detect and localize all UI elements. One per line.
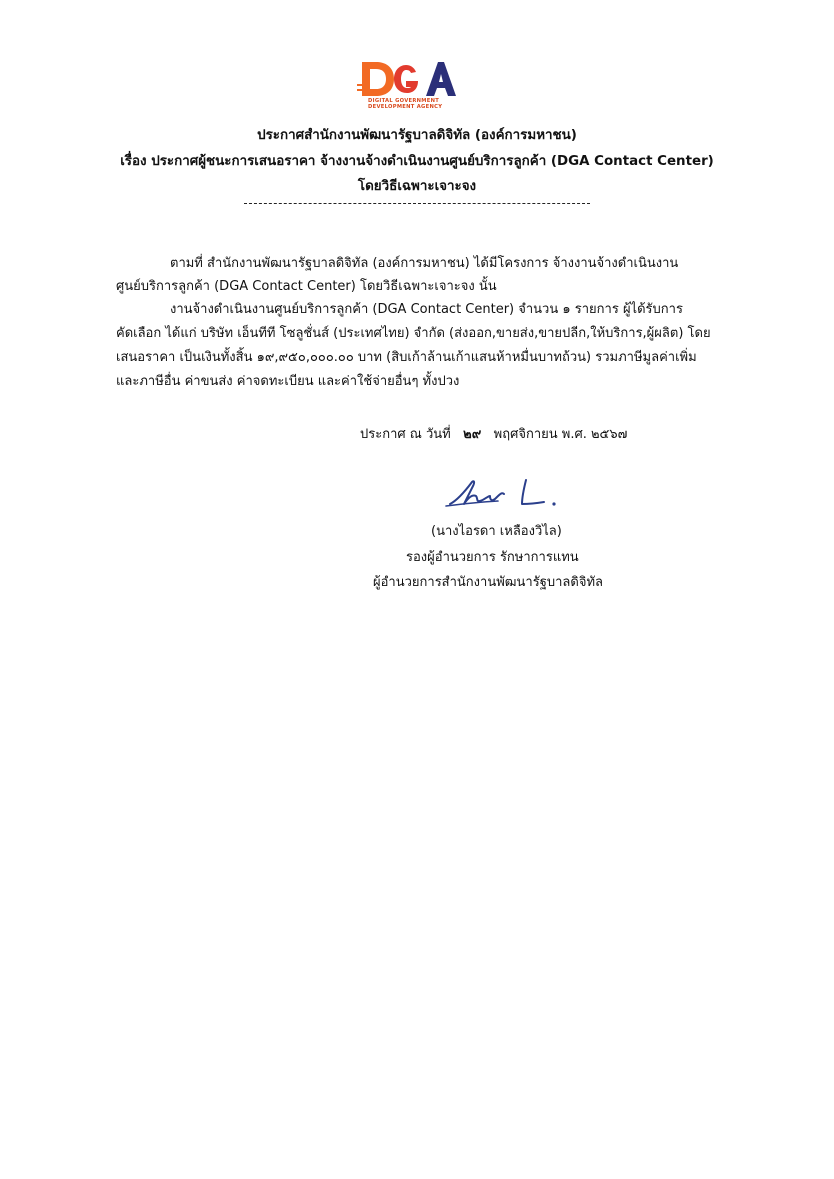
paragraph-2-line-2: คัดเลือก ได้แก่ บริษัท เอ็นทีที โซลูชั่นส์ (ประเทศไทย) จำกัด (ส่งออก,ขายส่ง,ขายปลีก,ให้บริการ,ผู้ผลิต) โดย <box>116 326 711 341</box>
signatory-position-director: ผู้อำนวยการสำนักงานพัฒนารัฐบาลดิจิทัล <box>373 575 603 590</box>
header-title-line3: โดยวิธีเฉพาะเจาะจง <box>357 179 477 194</box>
paragraph-2-line-4: และภาษีอื่น ค่าขนส่ง ค่าจดทะเบียน และค่าใช้จ่ายอื่นๆ ทั้งปวง <box>116 374 460 389</box>
handwritten-signature <box>444 474 574 514</box>
announcement-date <box>360 423 627 444</box>
dga-logo-mark <box>354 58 458 102</box>
paragraph-2-line-3: เสนอราคา เป็นเงินทั้งสิ้น ๑๙,๙๕๐,๐๐๐.๐๐ บาท (สิบเก้าล้านเก้าแสนห้าหมื่นบาทถ้วน) รวมภาษีมูลค่าเพิ่ม <box>116 350 697 365</box>
paragraph-1-line-1: ตามที่ สำนักงานพัฒนารัฐบาลดิจิทัล (องค์การมหาชน) ได้มีโครงการ จ้างงานจ้างดำเนินงาน <box>170 256 679 271</box>
dga-logo-tagline: DIGITAL GOVERNMENT DEVELOPMENT AGENCY <box>368 98 443 111</box>
signatory-name: (นางไอรดา เหลืองวิไล) <box>431 524 562 539</box>
dashed-separator <box>244 203 590 204</box>
signatory-position-acting: รองผู้อำนวยการ รักษาการแทน <box>406 550 579 565</box>
header-title-line1: ประกาศสำนักงานพัฒนารัฐบาลดิจิทัล (องค์การมหาชน) <box>257 128 577 143</box>
paragraph-2-line-1: งานจ้างดำเนินงานศูนย์บริการลูกค้า (DGA Contact Center) จำนวน ๑ รายการ ผู้ได้รับการ <box>170 302 683 317</box>
announcement-date-day: ๒๙ <box>463 427 482 442</box>
header-title-line2: เรื่อง ประกาศผู้ชนะการเสนอราคา จ้างงานจ้างดำเนินงานศูนย์บริการลูกค้า (DGA Contact Center) <box>120 154 714 169</box>
announcement-date-prefix: ประกาศ ณ วันที่ <box>360 427 451 442</box>
dga-logo <box>354 58 458 118</box>
announcement-date-month-year: พฤศจิกายน พ.ศ. ๒๕๖๗ <box>493 427 628 442</box>
paragraph-1-line-2: ศูนย์บริการลูกค้า (DGA Contact Center) โดยวิธีเฉพาะเจาะจง นั้น <box>116 279 497 294</box>
